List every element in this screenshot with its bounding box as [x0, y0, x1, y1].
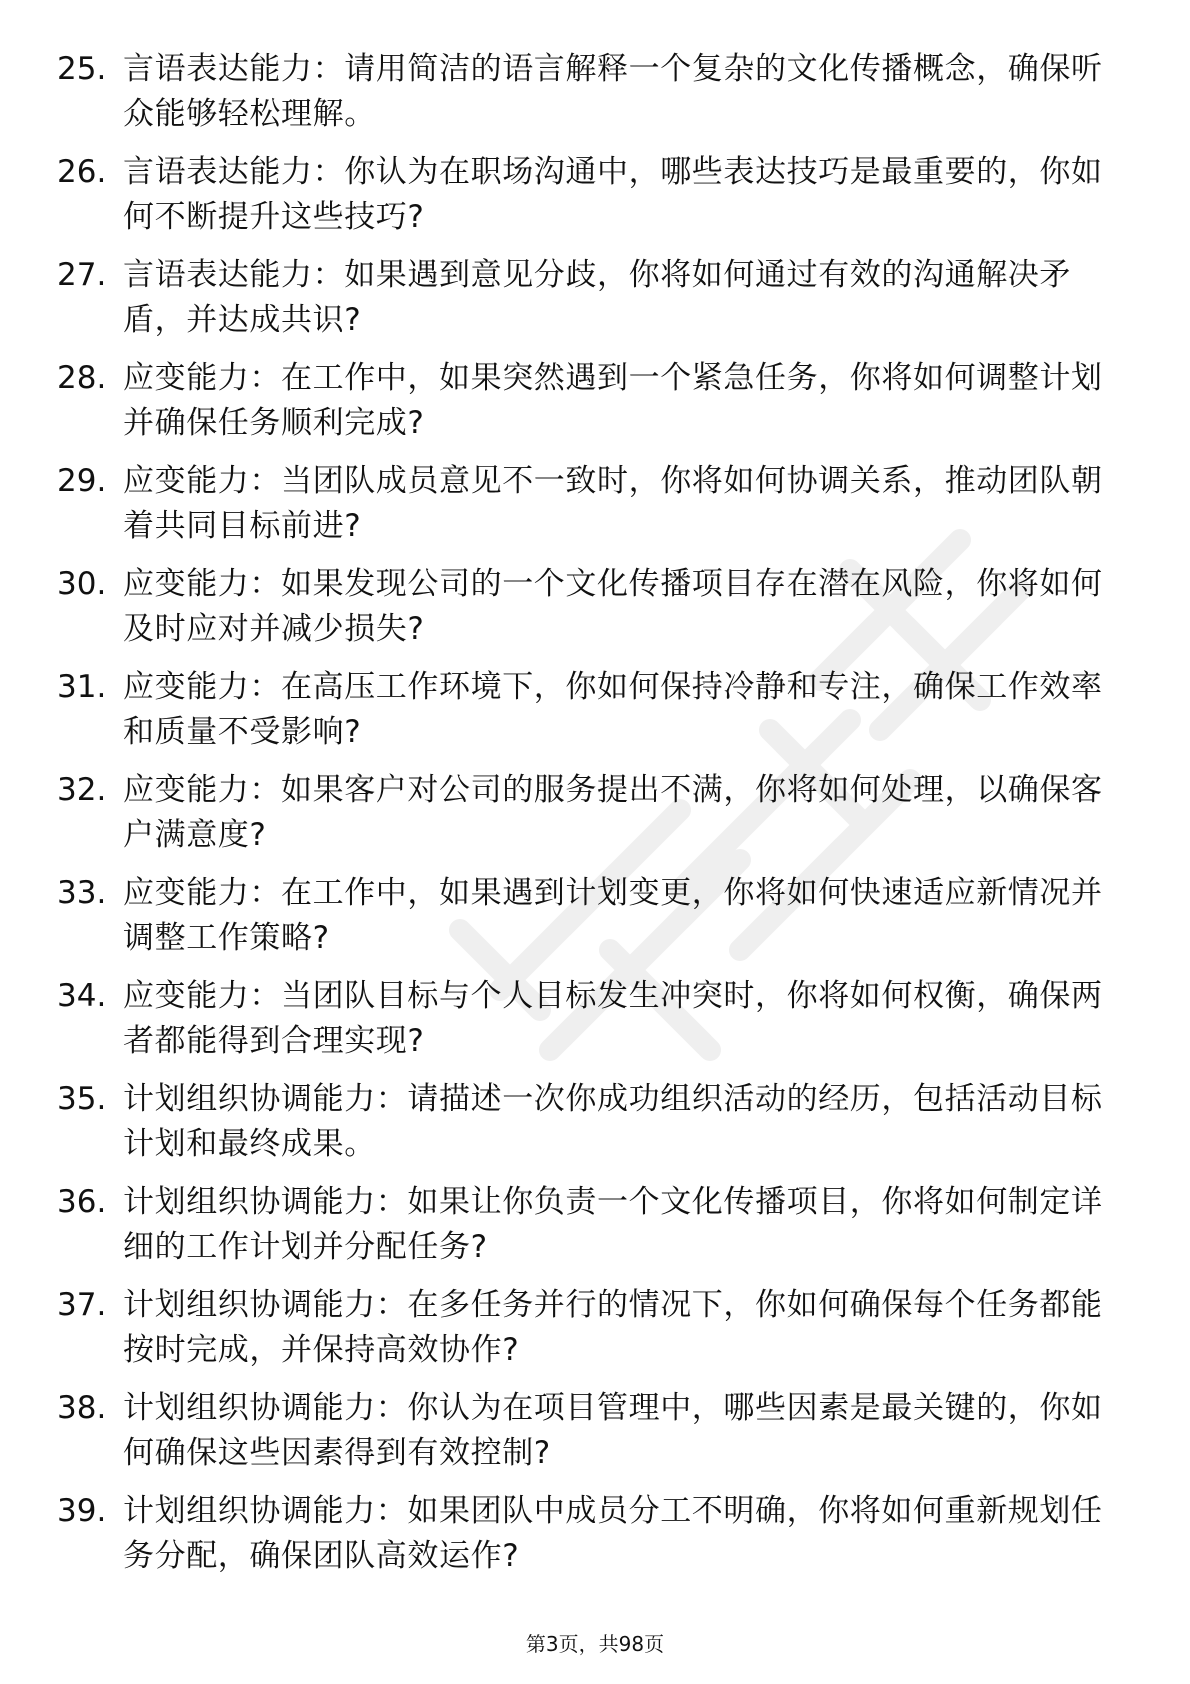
- question-text: 言语表达能力：请用简洁的语言解释一个复杂的文化传播概念，确保听众能够轻松理解。: [123, 51, 1103, 132]
- question-text: 应变能力：当团队成员意见不一致时，你将如何协调关系，推动团队朝着共同目标前进?: [123, 463, 1103, 544]
- question-number: 34.: [57, 978, 107, 1014]
- question-item: [57, 1077, 1117, 1180]
- question-item: [57, 1386, 1117, 1489]
- question-text: 言语表达能力：如果遇到意见分歧，你将如何通过有效的沟通解决矛盾，并达成共识?: [123, 257, 1071, 338]
- question-text: 应变能力：在工作中，如果遇到计划变更，你将如何快速适应新情况并调整工作策略?: [123, 875, 1103, 956]
- question-text: 应变能力：当团队目标与个人目标发生冲突时，你将如何权衡，确保两者都能得到合理实现?: [123, 978, 1103, 1059]
- question-number: 38.: [57, 1390, 107, 1426]
- question-number: 31.: [57, 669, 107, 705]
- question-text: 应变能力：在工作中，如果突然遇到一个紧急任务，你将如何调整计划并确保任务顺利完成?: [123, 360, 1103, 441]
- question-number: 39.: [57, 1493, 107, 1529]
- question-item: [57, 1283, 1117, 1386]
- question-text: 计划组织协调能力：如果团队中成员分工不明确，你将如何重新规划任务分配，确保团队高效运作?: [123, 1493, 1103, 1574]
- question-text: 计划组织协调能力：请描述一次你成功组织活动的经历，包括活动目标计划和最终成果。: [123, 1081, 1103, 1162]
- question-text: 应变能力：如果客户对公司的服务提出不满，你将如何处理，以确保客户满意度?: [123, 772, 1103, 853]
- question-number: 25.: [57, 51, 107, 87]
- question-text: 应变能力：如果发现公司的一个文化传播项目存在潜在风险，你将如何及时应对并减少损失?: [123, 566, 1103, 647]
- question-item: [57, 871, 1117, 974]
- page-indicator: 第3页，共98页: [525, 1632, 665, 1656]
- question-item: [57, 459, 1117, 562]
- question-item: [57, 356, 1117, 459]
- question-number: 33.: [57, 875, 107, 911]
- question-number: 26.: [57, 154, 107, 190]
- question-number: 35.: [57, 1081, 107, 1117]
- question-number: 30.: [57, 566, 107, 602]
- question-number: 28.: [57, 360, 107, 396]
- question-item: [57, 562, 1117, 665]
- question-text: 计划组织协调能力：你认为在项目管理中，哪些因素是最关键的，你如何确保这些因素得到有效控制?: [123, 1390, 1103, 1471]
- question-number: 29.: [57, 463, 107, 499]
- question-number: 37.: [57, 1287, 107, 1323]
- question-item: [57, 1180, 1117, 1283]
- question-item: [57, 768, 1117, 871]
- question-text: 计划组织协调能力：在多任务并行的情况下，你如何确保每个任务都能按时完成，并保持高效协作?: [123, 1287, 1103, 1368]
- question-item: [57, 665, 1117, 768]
- question-number: 36.: [57, 1184, 107, 1220]
- question-text: 言语表达能力：你认为在职场沟通中，哪些表达技巧是最重要的，你如何不断提升这些技巧?: [123, 154, 1103, 235]
- question-item: [57, 47, 1117, 150]
- question-list: [57, 47, 1117, 1592]
- question-text: 计划组织协调能力：如果让你负责一个文化传播项目，你将如何制定详细的工作计划并分配任务?: [123, 1184, 1103, 1265]
- question-number: 27.: [57, 257, 107, 293]
- question-item: [57, 150, 1117, 253]
- question-item: [57, 253, 1117, 356]
- question-item: [57, 1489, 1117, 1592]
- question-number: 32.: [57, 772, 107, 808]
- question-item: [57, 974, 1117, 1077]
- question-text: 应变能力：在高压工作环境下，你如何保持冷静和专注，确保工作效率和质量不受影响?: [123, 669, 1103, 750]
